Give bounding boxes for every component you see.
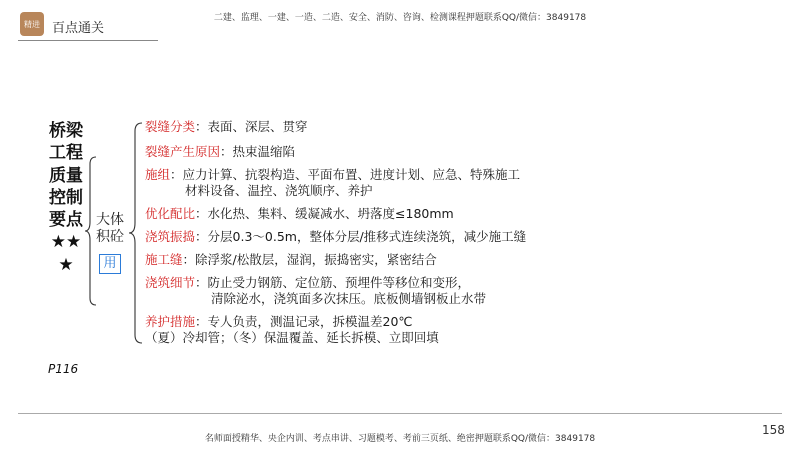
item-text: ：水化热、集料、缓凝减水、坍落度≤180mm — [195, 206, 454, 221]
item-crack-causes — [145, 144, 295, 160]
page-reference: P116 — [48, 362, 79, 376]
item-pouring-vibration — [145, 229, 526, 245]
sub-topic-line2: 积砼 — [96, 229, 124, 245]
item-key: 浇筑振捣 — [145, 229, 196, 244]
usage-badge: 用 — [99, 254, 121, 274]
item-construction-plan — [145, 167, 520, 198]
item-construction-joint — [145, 252, 437, 268]
item-key: 裂缝分类 — [145, 119, 196, 134]
item-continuation: 清除泌水，浇筑面多次抹压。底板侧墙钢板止水带 — [211, 290, 487, 306]
page-number: 158 — [762, 423, 785, 437]
item-text: ：热束温缩陷 — [220, 144, 296, 159]
item-text: ：除浮浆/松散层，湿润，振捣密实，紧密结合 — [182, 252, 437, 267]
page-title: 桥梁工程质量控制要点★★★ — [49, 121, 83, 275]
item-text: ：表面、深层、贯穿 — [195, 119, 308, 134]
item-second-line: （夏）冷却管；（冬）保温覆盖、延长拆模、立即回填 — [145, 329, 439, 345]
item-curing-measures — [145, 314, 439, 345]
sub-topic-line1: 大体 — [96, 212, 124, 228]
item-key: 施工缝 — [145, 252, 183, 267]
item-mix-optimization — [145, 206, 454, 222]
item-key: 施组 — [145, 167, 171, 182]
item-text: ：分层0.3～0.5m，整体分层/推移式连续浇筑，减少施工缝 — [195, 229, 527, 244]
item-text: ：应力计算、抗裂构造、平面布置、进度计划、应急、特殊施工 — [170, 167, 521, 182]
brand-name: 百点通关 — [52, 21, 105, 36]
header-divider — [18, 40, 158, 41]
footer-divider — [18, 413, 782, 414]
item-crack-types — [145, 119, 308, 135]
item-continuation: 材料设备、温控、浇筑顺序、养护 — [185, 182, 373, 198]
item-key: 养护措施 — [145, 314, 196, 329]
item-key: 浇筑细节 — [145, 275, 196, 290]
item-pouring-details — [145, 275, 486, 306]
sub-topic — [92, 212, 128, 274]
item-key: 优化配比 — [145, 206, 196, 221]
footer-contact: 名师面授精华、央企内训、考点串讲、习题模考、考前三页纸、绝密押题联系QQ/微信：3849178 — [204, 434, 596, 444]
item-text: ：专人负责，测温记录，拆模温差20℃ — [195, 314, 413, 329]
header-contact: 二建、监理、一建、一造、二造、安全、消防、咨询、检测课程押题联系QQ/微信：3849178 — [213, 13, 587, 23]
logo-text: 精进 — [24, 19, 40, 29]
items-brace — [128, 122, 144, 344]
item-text: ：防止受力钢筋、定位筋、预埋件等移位和变形， — [195, 275, 471, 290]
item-key: 裂缝产生原因 — [145, 144, 221, 159]
